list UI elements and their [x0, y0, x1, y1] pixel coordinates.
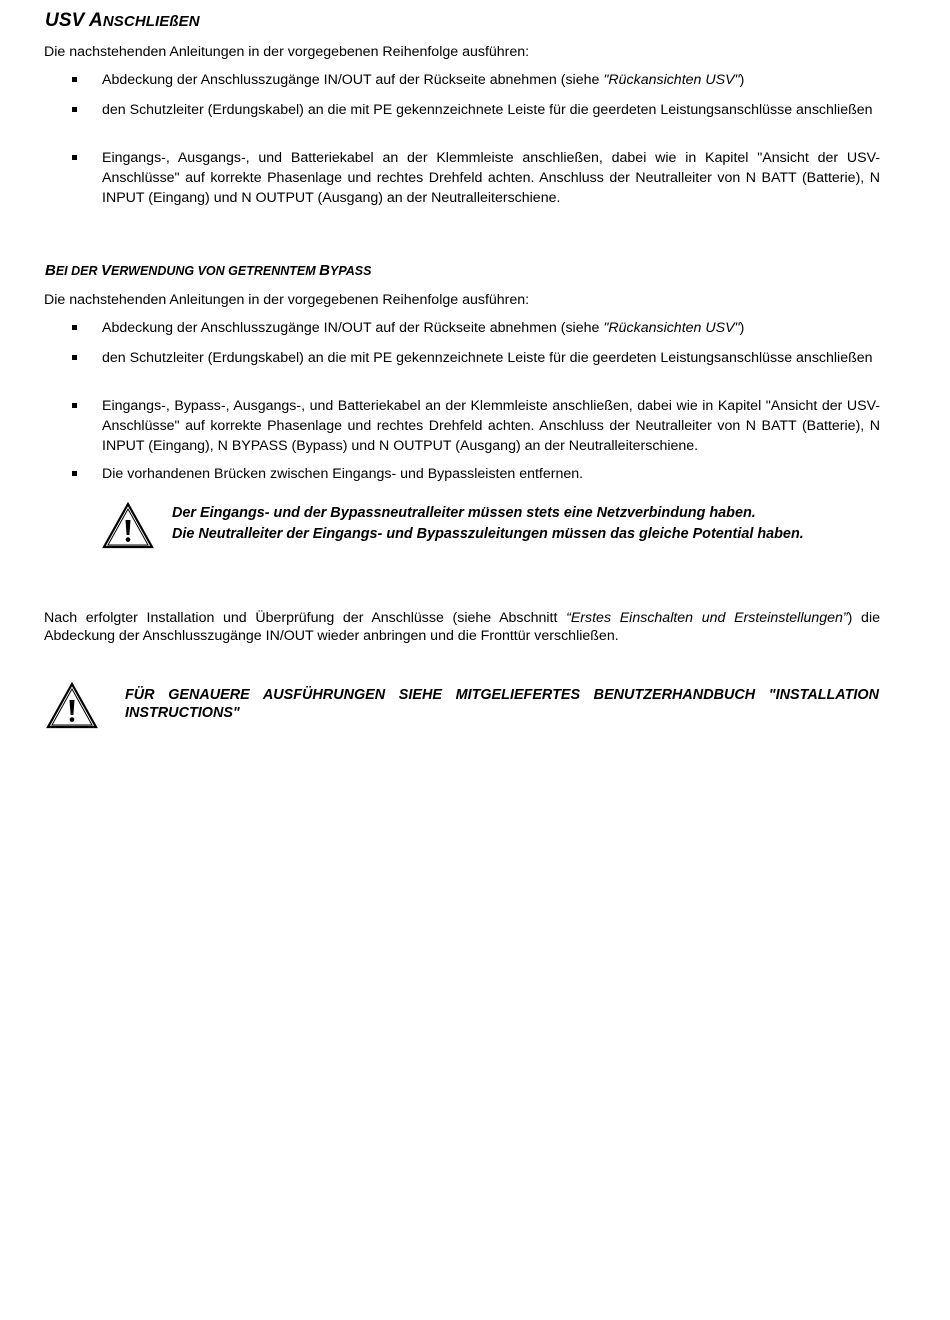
list-item-text-after: ) — [739, 72, 745, 88]
title-part: ERWENDUNG VON GETRENNTEM — [111, 264, 320, 278]
warning-line-1: Der Eingangs- und der Bypassneutralleiter müssen stets eine Netzverbindung haben. — [172, 505, 756, 521]
section-title-usv-anschliessen — [45, 10, 200, 32]
list-item-text-main: Abdeckung der Anschlusszugänge IN/OUT auf der Rückseite abnehmen (siehe — [102, 72, 604, 88]
title-part: B — [45, 262, 56, 279]
title-smallcaps: NSCHLIEßEN — [102, 13, 200, 30]
bullet-icon — [72, 355, 77, 360]
list-item — [0, 70, 950, 100]
title-caps: USV A — [45, 10, 103, 31]
list-item-text: Eingangs-, Ausgangs-, und Batteriekabel an der Klemmleiste anschließen, dabei wie in Kapitel "Ansicht der USV-Anschlüsse" auf korrekte Phasenlage und rechtes Drehfeld achten. Anschluss der Neutralleiter von N BATT (Batterie), N INPUT (Eingang) und N OUTPUT (Ausgang) an der Neutralleiterschiene. — [102, 150, 880, 206]
warning-triangle-icon — [46, 682, 98, 734]
section1-list — [0, 70, 950, 208]
list-item-text: den Schutzleiter (Erdungskabel) an die mit PE gekennzeichnete Leiste für die geerdeten Leistungsanschlüsse anschließen — [102, 102, 873, 118]
title-part: B — [319, 262, 330, 279]
bullet-icon — [72, 325, 77, 330]
bullet-icon — [72, 403, 77, 408]
list-item — [0, 396, 950, 464]
title-part: YPASS — [329, 264, 372, 278]
section-title-bypass — [45, 262, 371, 279]
section2-list — [0, 318, 950, 488]
final-warning-text: FÜR GENAUERE AUSFÜHRUNGEN SIEHE MITGELIEFERTES BENUTZERHANDBUCH "INSTALLATION INSTRUCTIONS" — [125, 687, 879, 721]
list-item-text — [102, 70, 880, 90]
list-item — [0, 100, 950, 148]
section2-intro: Die nachstehenden Anleitungen in der vorgegebenen Reihenfolge ausführen: — [44, 292, 530, 308]
list-item — [0, 148, 950, 208]
list-item-text — [102, 318, 880, 338]
list-item-text: Die vorhandenen Brücken zwischen Eingangs- und Bypassleisten entfernen. — [102, 466, 584, 482]
warning-triangle-icon — [102, 502, 154, 554]
title-part: V — [101, 262, 112, 279]
list-item — [0, 318, 950, 348]
bullet-icon — [72, 77, 77, 82]
closing-text: Nach erfolgter Installation und Überprüfung der Anschlüsse (siehe Abschnitt — [44, 610, 567, 626]
bullet-icon — [72, 155, 77, 160]
title-part: EI DER — [55, 264, 101, 278]
list-item — [0, 348, 950, 396]
closing-paragraph — [44, 609, 880, 645]
list-item — [0, 464, 950, 488]
warning-line-2: Die Neutralleiter der Eingangs- und Bypasszuleitungen müssen das gleiche Potential haben. — [172, 526, 804, 542]
list-item-text: den Schutzleiter (Erdungskabel) an die mit PE gekennzeichnete Leiste für die geerdeten Leistungsanschlüsse anschließen — [102, 350, 873, 366]
list-item-ref: "Rückansichten USV" — [603, 72, 740, 88]
list-item-text-after: ) — [739, 320, 745, 336]
bullet-icon — [72, 107, 77, 112]
warning-text-neutral — [172, 503, 804, 545]
bullet-icon — [72, 471, 77, 476]
closing-ref: “Erstes Einschalten und Ersteinstellungen” — [566, 610, 848, 626]
section1-intro: Die nachstehenden Anleitungen in der vorgegebenen Reihenfolge ausführen: — [44, 44, 530, 60]
list-item-text: Eingangs-, Bypass-, Ausgangs-, und Batteriekabel an der Klemmleiste anschließen, dabei wie in Kapitel "Ansicht der USV-Anschlüsse" auf korrekte Phasenlage und rechtes Drehfeld achten. Anschluss der Neutralleiter von N BATT (Batterie), N INPUT (Eingang), N BYPASS (Bypass) und N OUTPUT (Ausgang) an der Neutralleiterschiene. — [102, 398, 880, 454]
list-item-ref: "Rückansichten USV" — [603, 320, 740, 336]
list-item-text-main: Abdeckung der Anschlusszugänge IN/OUT auf der Rückseite abnehmen (siehe — [102, 320, 604, 336]
closing-text-after: ) die Abdeckung der Anschlusszugänge IN/OUT wieder anbringen und die Fronttür verschließen. — [44, 610, 880, 644]
